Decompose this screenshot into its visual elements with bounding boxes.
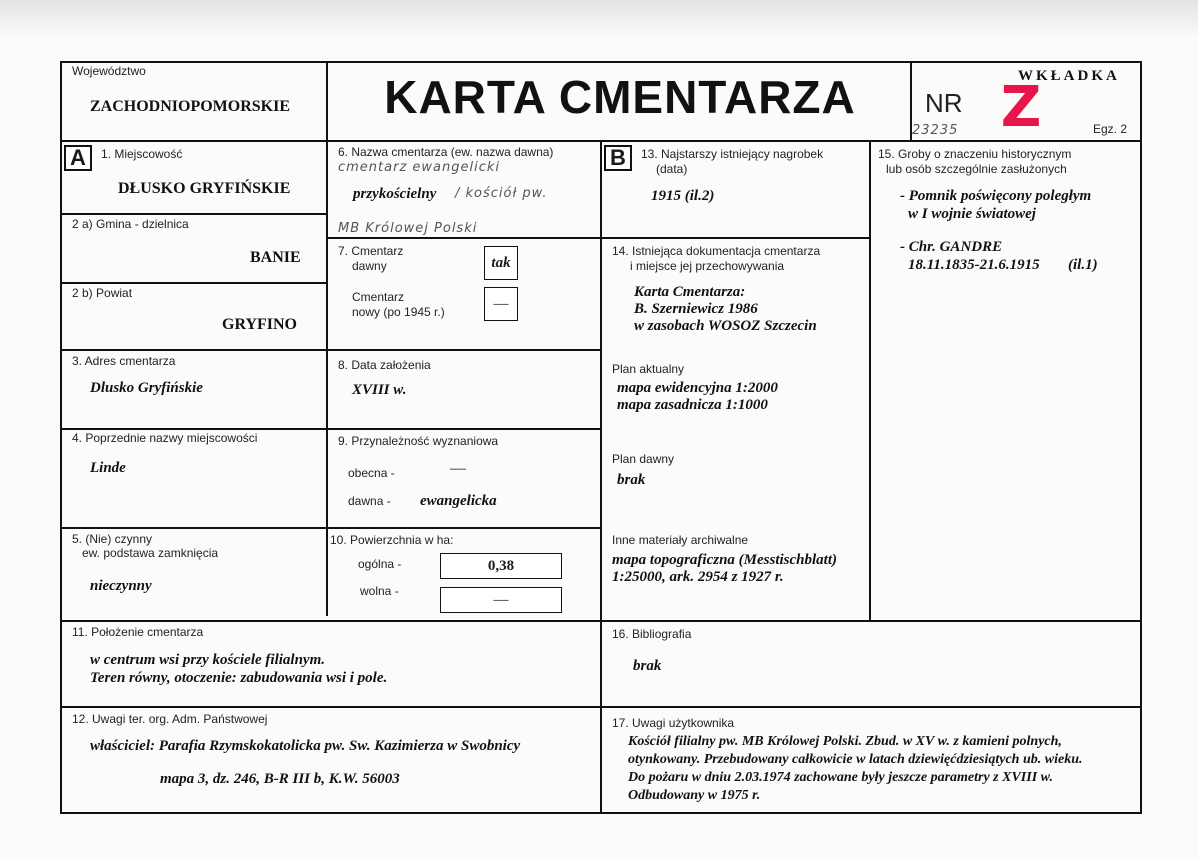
- field-5-label: 5. (Nie) czynny: [72, 532, 153, 546]
- field-13-sublabel: (data): [656, 162, 688, 176]
- field-16-value: brak: [633, 658, 662, 674]
- field-9-current-value: —: [450, 460, 466, 477]
- field-8-label: 8. Data założenia: [338, 358, 431, 372]
- current-plan-label: Plan aktualny: [612, 362, 685, 376]
- field-7-label: 7. Cmentarz: [338, 244, 404, 258]
- current-plan-value-2: mapa zasadnicza 1:1000: [617, 397, 768, 413]
- field-3-label: 3. Adres cmentarza: [72, 354, 176, 368]
- other-materials-value-1: mapa topograficzna (Messtischblatt): [612, 552, 838, 568]
- section-b-letter: B: [604, 145, 632, 171]
- field-4-label: 4. Poprzednie nazwy miejscowości: [72, 431, 258, 445]
- divider: [326, 237, 869, 239]
- field-5-value: nieczynny: [90, 578, 152, 594]
- field-17-label: 17. Uwagi użytkownika: [612, 716, 735, 730]
- page-title: KARTA CMENTARZA: [384, 71, 856, 123]
- field-11-value-1: w centrum wsi przy kościele filialnym.: [90, 652, 325, 668]
- field-15-value-5: (il.1): [1068, 257, 1098, 273]
- field-10-free-label: wolna -: [360, 584, 399, 598]
- divider: [60, 213, 326, 215]
- field-9-former-value: ewangelicka: [420, 493, 497, 509]
- other-materials-label: Inne materiały archiwalne: [612, 533, 749, 547]
- section-a-letter: A: [64, 145, 92, 171]
- field-11-value-2: Teren równy, otoczenie: zabudowania wsi i pole.: [90, 670, 388, 686]
- field-10-free-box: —: [440, 587, 562, 613]
- divider: [326, 61, 328, 616]
- former-plan-value: brak: [617, 472, 646, 488]
- field-7-new-label: Cmentarz: [352, 290, 405, 304]
- field-17-value-2: otynkowany. Przebudowany całkowicie w latach dziewięćdziesiątych ub. wieku.: [628, 752, 1083, 767]
- red-z-mark: Z: [1000, 75, 1042, 140]
- nr-label: NR: [925, 88, 963, 118]
- field-6-label: 6. Nazwa cmentarza (ew. nazwa dawna): [338, 145, 554, 159]
- voivodeship-label: Województwo: [72, 64, 146, 78]
- field-7-old-label: dawny: [352, 259, 387, 273]
- divider: [60, 428, 601, 430]
- field-10-total-label: ogólna -: [358, 557, 402, 571]
- field-14-sublabel: i miejsce jej przechowywania: [630, 259, 785, 273]
- field-15-sublabel: lub osób szczególnie zasłużonych: [886, 162, 1067, 176]
- field-15-label: 15. Groby o znaczeniu historycznym: [878, 147, 1072, 161]
- field-15-value-1: - Pomnik poświęcony poległym: [900, 188, 1092, 204]
- field-8-value: XVIII w.: [352, 382, 407, 398]
- field-14-value-2: B. Szerniewicz 1986: [634, 301, 758, 317]
- field-13-value: 1915 (il.2): [651, 188, 715, 204]
- field-6-value: przykościelny: [353, 186, 437, 202]
- current-plan-value-1: mapa ewidencyjna 1:2000: [617, 380, 778, 396]
- field-6-handwriting-1: cmentarz ewangelicki: [338, 160, 501, 175]
- nr-number: 23235: [912, 123, 959, 138]
- field-1-value: DŁUSKO GRYFIŃSKIE: [118, 180, 291, 197]
- field-15-value-2: w I wojnie światowej: [908, 206, 1036, 222]
- field-17-value-4: Odbudowany w 1975 r.: [628, 788, 761, 803]
- field-3-value: Dlusko Gryfińskie: [90, 380, 203, 396]
- scan-shadow: [0, 0, 1198, 40]
- field-14-value-1: Karta Cmentarza:: [634, 284, 746, 300]
- field-4-value: Linde: [90, 460, 126, 476]
- field-17-value-3: Do pożaru w dniu 2.03.1974 zachowane były jeszcze parametry z XVIII w.: [628, 770, 1053, 785]
- field-13-label: 13. Najstarszy istniejący nagrobek: [641, 147, 824, 161]
- field-12-value-1: właściciel: Parafia Rzymskokatolicka pw. Sw. Kazimierza w Swobnicy: [90, 738, 521, 754]
- field-16-label: 16. Bibliografia: [612, 627, 692, 641]
- other-materials-value-2: 1:25000, ark. 2954 z 1927 r.: [612, 569, 784, 585]
- field-15-value-3: - Chr. GANDRE: [900, 239, 1003, 255]
- divider: [60, 706, 1142, 708]
- divider: [60, 527, 601, 529]
- field-6-handwriting-3: MB Królowej Polski: [338, 221, 478, 236]
- field-14-value-3: w zasobach WOSOZ Szczecin: [634, 318, 817, 334]
- field-1-label: 1. Miejscowość: [101, 147, 183, 161]
- divider: [60, 620, 1142, 622]
- field-12-label: 12. Uwagi ter. org. Adm. Państwowej: [72, 712, 268, 726]
- field-6-handwriting-2: / kościół pw.: [455, 186, 548, 201]
- divider: [600, 140, 602, 812]
- field-9-former-label: dawna -: [348, 494, 391, 508]
- field-2a-value: BANIE: [250, 249, 301, 266]
- divider: [60, 349, 601, 351]
- field-7-old-box: tak: [484, 246, 518, 280]
- insert-label: WKŁADKA: [1018, 68, 1120, 84]
- field-2b-label: 2 b) Powiat: [72, 286, 133, 300]
- former-plan-label: Plan dawny: [612, 452, 675, 466]
- field-7-new-sublabel: nowy (po 1945 r.): [352, 305, 445, 319]
- field-11-label: 11. Położenie cmentarza: [72, 625, 204, 639]
- field-2b-value: GRYFINO: [222, 316, 297, 333]
- field-5-sublabel: ew. podstawa zamknięcia: [82, 546, 219, 560]
- field-7-new-box: —: [484, 287, 518, 321]
- copy-label: Egz. 2: [1093, 122, 1128, 136]
- divider: [869, 140, 871, 621]
- field-14-label: 14. Istniejąca dokumentacja cmentarza: [612, 244, 821, 258]
- field-10-total-box: 0,38: [440, 553, 562, 579]
- voivodeship-value: ZACHODNIOPOMORSKIE: [90, 98, 291, 115]
- divider: [60, 282, 326, 284]
- field-2a-label: 2 a) Gmina - dzielnica: [72, 217, 189, 231]
- field-15-value-4: 18.11.1835-21.6.1915: [908, 257, 1040, 273]
- field-17-value-1: Kościół filialny pw. MB Królowej Polski. Zbud. w XV w. z kamieni polnych,: [628, 734, 1062, 749]
- field-9-label: 9. Przynależność wyznaniowa: [338, 434, 499, 448]
- field-12-value-2: mapa 3, dz. 246, B-R III b, K.W. 56003: [160, 771, 400, 787]
- field-10-label: 10. Powierzchnia w ha:: [330, 533, 454, 547]
- field-9-current-label: obecna -: [348, 466, 395, 480]
